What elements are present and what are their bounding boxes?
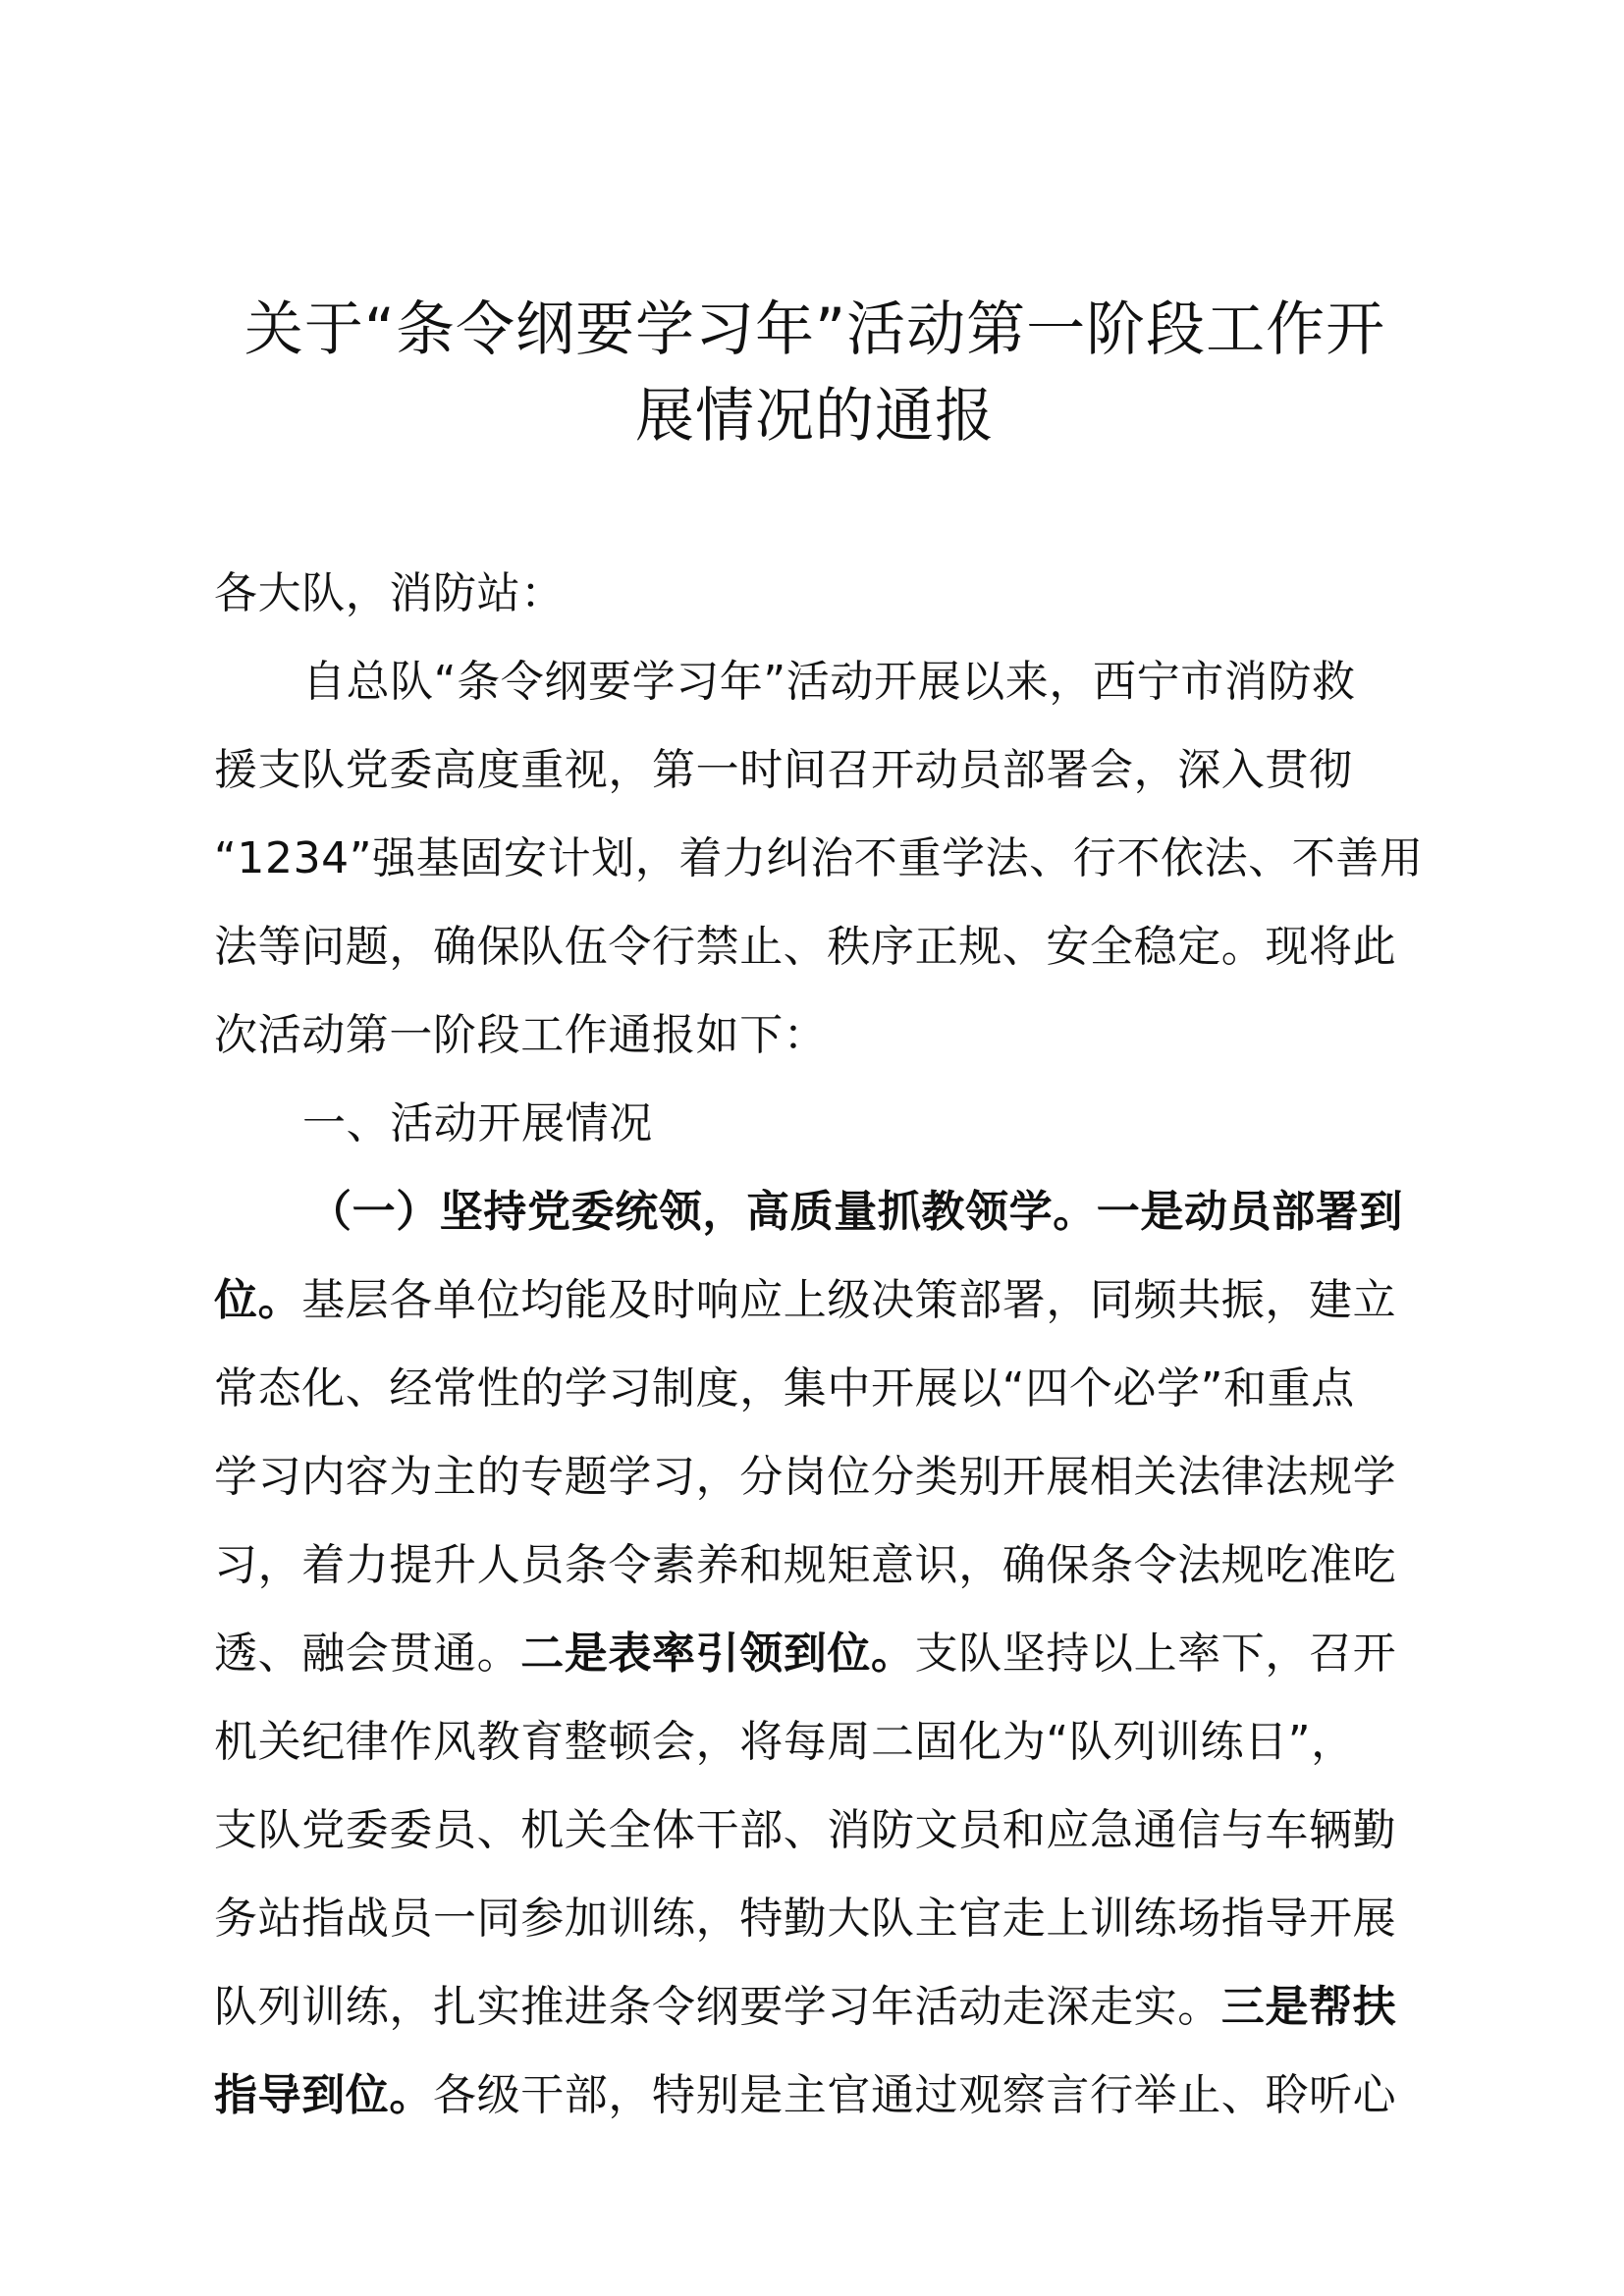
paragraph-text: 队列训练，扎实推进条令纲要学习年活动走深走实。 <box>214 1982 1221 2032</box>
point-two-heading: 二是表率引领到位。 <box>520 1629 915 1679</box>
salutation: 各大队，消防站： <box>214 568 565 618</box>
point-three-heading: 三是帮扶 <box>1220 1982 1397 2032</box>
paragraph-line-7: 机关纪律作风教育整顿会，将每周二固化为“队列训练日”， <box>214 1717 1355 1767</box>
paragraph-text: 透、融会贯通。 <box>214 1629 521 1679</box>
paragraph-line-11 <box>214 2052 1424 2140</box>
paragraph-text: 基层各单位均能及时响应上级决策部署，同频共振，建立 <box>301 1275 1397 1325</box>
paragraph-line-8: 支队党委委员、机关全体干部、消防文员和应急通信与车辆勤 <box>214 1805 1397 1855</box>
intro-line-2: 援支队党委高度重视，第一时间召开动员部署会，深入贯彻 <box>214 745 1353 795</box>
title-line-1: 关于“条令纲要学习年”活动第一阶段工作开 <box>244 295 1386 364</box>
paragraph-line-3: 常态化、经常性的学习制度，集中开展以“四个必学”和重点 <box>214 1363 1355 1414</box>
document-body <box>214 550 1424 2140</box>
paragraph-text: 支队坚持以上率下，召开 <box>914 1629 1397 1679</box>
intro-line-5: 次活动第一阶段工作通报如下： <box>214 1010 828 1060</box>
paragraph-line-6 <box>214 1610 1424 1698</box>
point-three-heading-end: 指导到位。 <box>214 2070 433 2120</box>
paragraph-text: 各级干部，特别是主官通过观察言行举止、聆听心 <box>433 2070 1397 2120</box>
point-one-end: 位。 <box>214 1275 302 1325</box>
document-title <box>196 287 1434 459</box>
paragraph-line-10 <box>214 1963 1424 2052</box>
intro-line-4: 法等问题，确保队伍令行禁止、秩序正规、安全稳定。现将此 <box>214 922 1397 972</box>
paragraph-line-5: 习，着力提升人员条令素养和规矩意识，确保条令法规吃准吃 <box>214 1540 1397 1590</box>
intro-line-3: “1234”强基固安计划，着力纠治不重学法、行不依法、不善用 <box>214 833 1424 883</box>
intro-line-1: 自总队“条令纲要学习年”活动开展以来，西宁市消防救 <box>302 657 1356 707</box>
title-line-2: 展情况的通报 <box>635 382 995 451</box>
section-heading: 一、活动开展情况 <box>302 1098 653 1148</box>
subsection-heading: （一）坚持党委统领，高质量抓教领学。一是动员部署到 <box>308 1187 1403 1237</box>
paragraph-line-4: 学习内容为主的专题学习，分岗位分类别开展相关法律法规学 <box>214 1452 1397 1502</box>
paragraph-line-2 <box>214 1256 1424 1345</box>
paragraph-line-9: 务站指战员一同参加训练，特勤大队主官走上训练场指导开展 <box>214 1894 1397 1944</box>
